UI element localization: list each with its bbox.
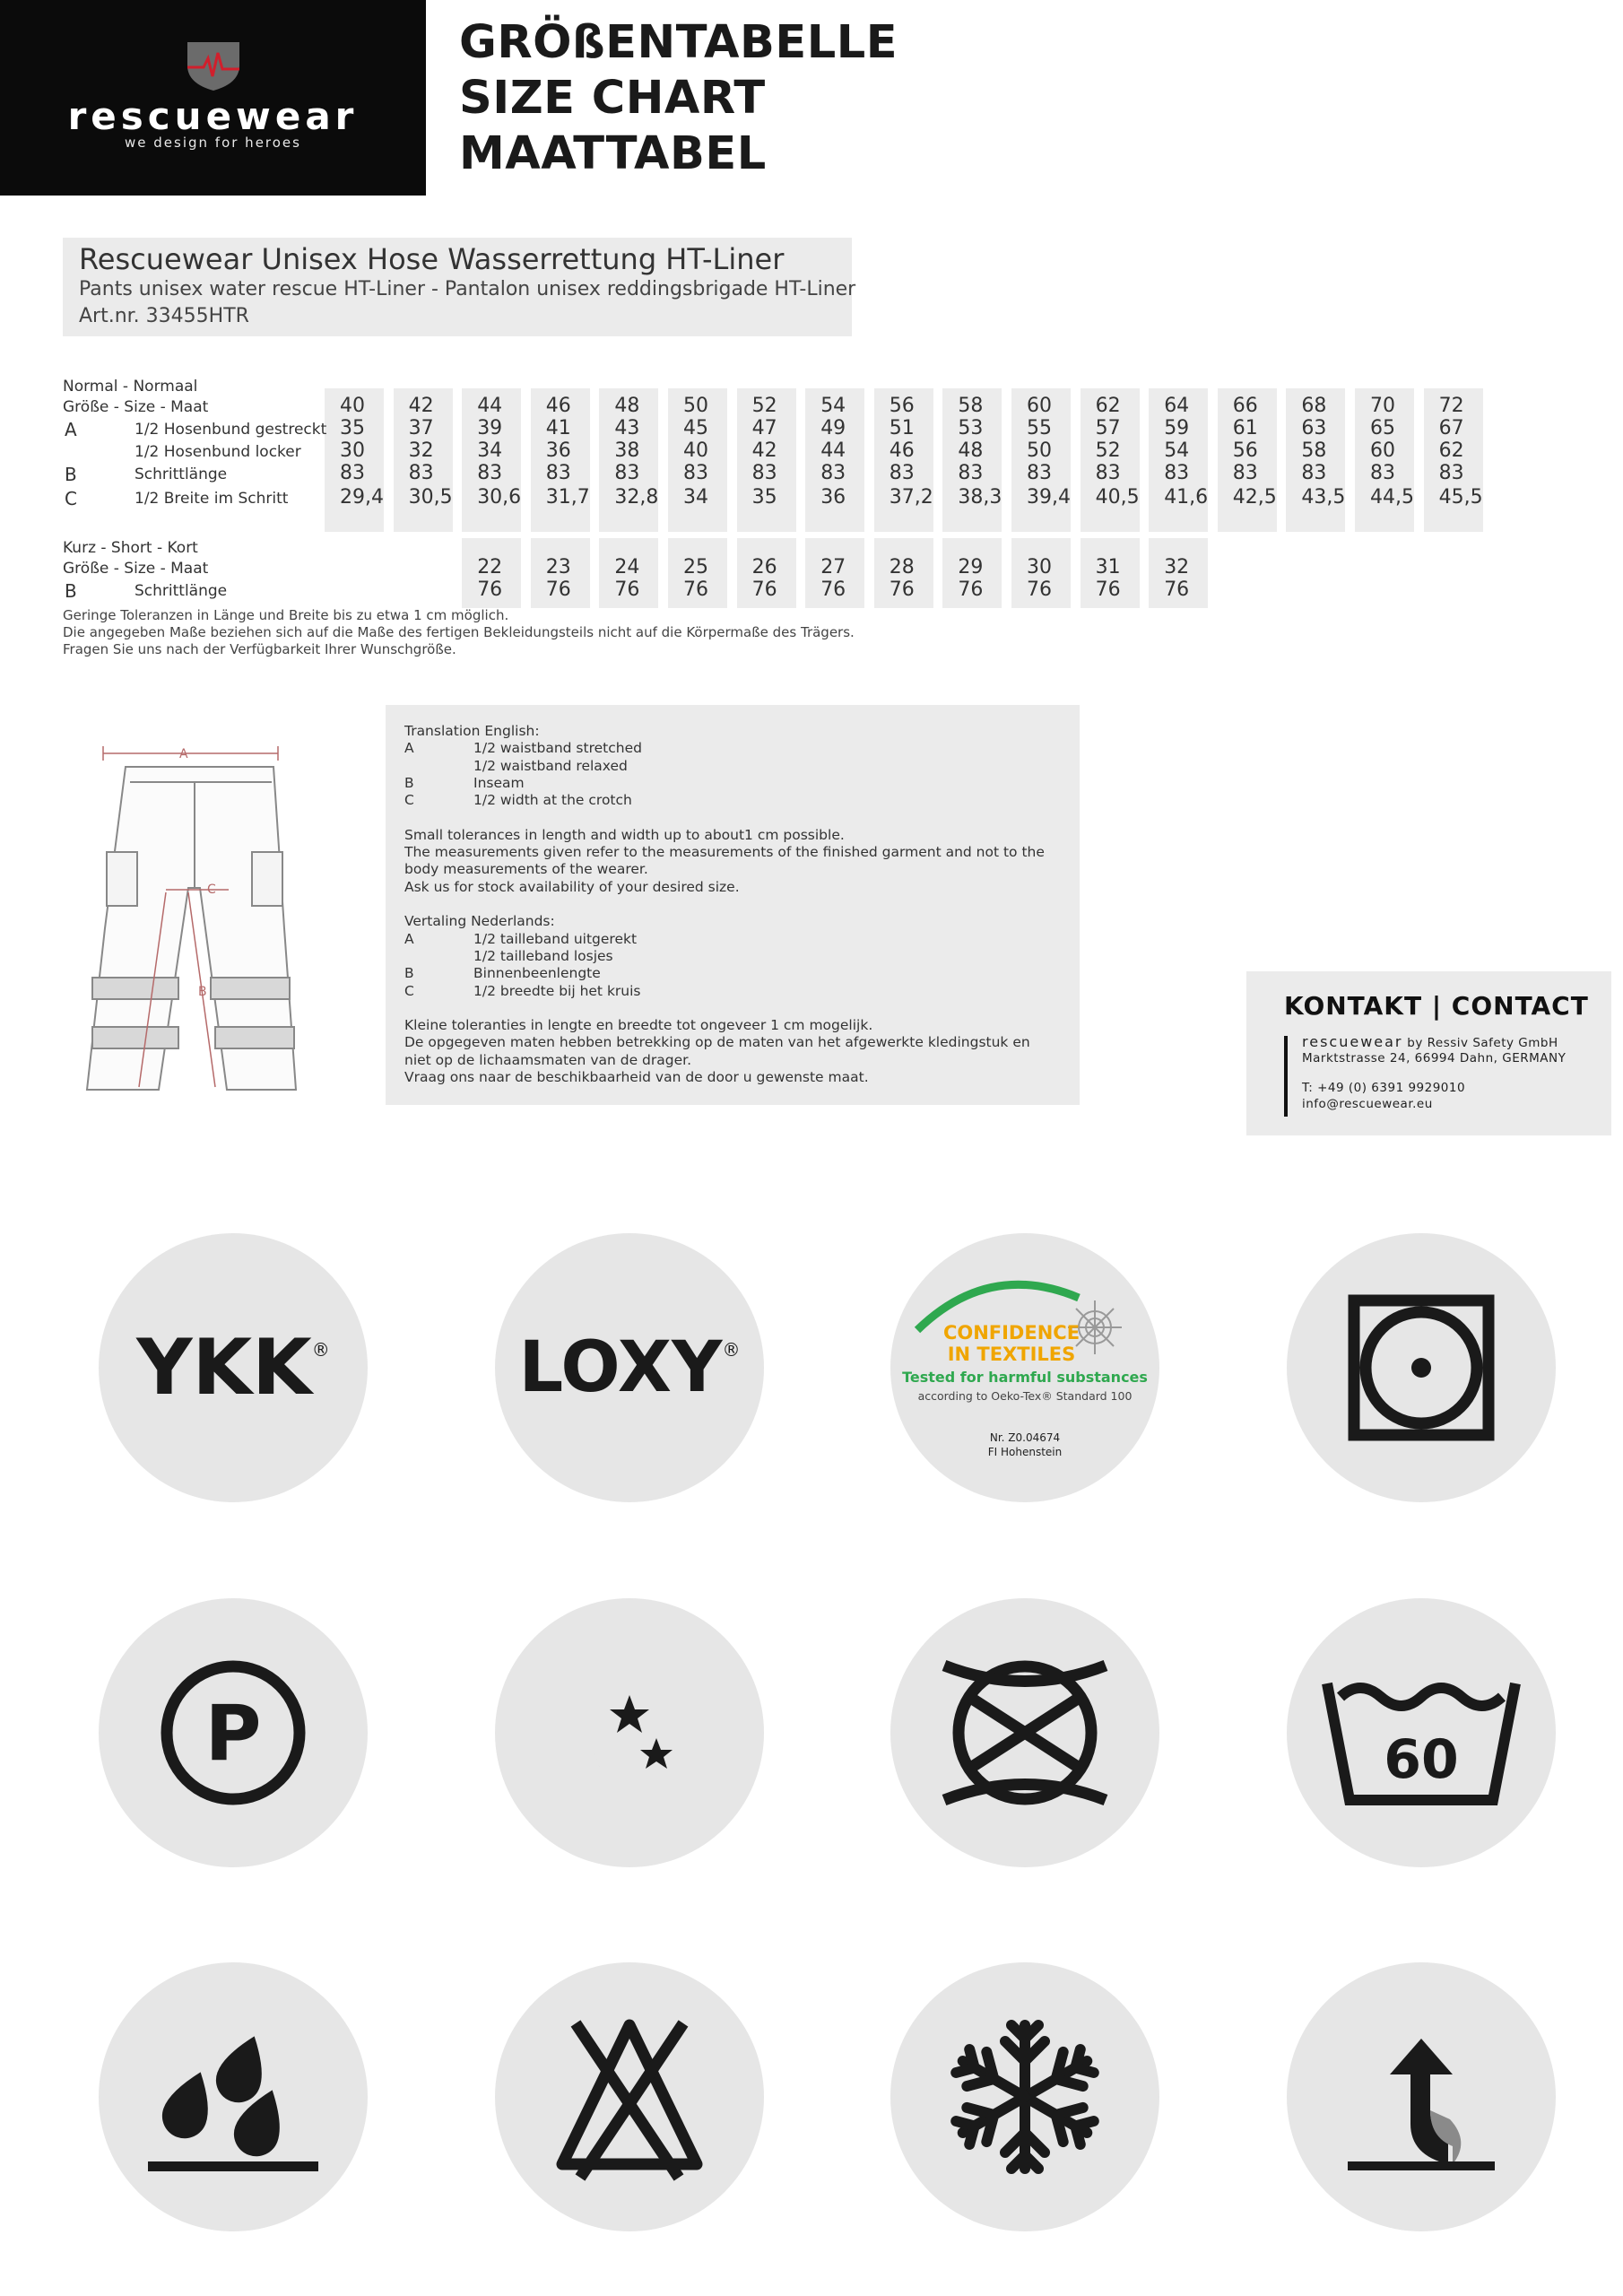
size-cell: 83 bbox=[751, 462, 777, 484]
size-cell: 83 bbox=[1301, 462, 1327, 484]
size-cell: 31 bbox=[1095, 556, 1121, 578]
translation-en-item: 1/2 waistband relaxed bbox=[473, 757, 628, 774]
product-subtitle: Pants unisex water rescue HT-Liner - Pantalon unisex reddingsbrigade HT-Liner bbox=[79, 278, 856, 300]
translation-en-letter: A bbox=[404, 740, 414, 757]
row-label: Größe - Size - Maat bbox=[63, 560, 209, 578]
size-cell: 83 bbox=[1232, 462, 1258, 484]
size-cell: 32,8 bbox=[614, 486, 659, 509]
product-title: Rescuewear Unisex Hose Wasserrettung HT-Liner bbox=[79, 242, 785, 276]
diagram-label-b: B bbox=[198, 985, 207, 999]
oeko-line-2: IN TEXTILES bbox=[947, 1344, 1076, 1365]
size-cell: 49 bbox=[820, 417, 846, 439]
diagram-label-a: A bbox=[179, 747, 188, 761]
translation-nl-note: De opgegeven maten hebben betrekking op de maten van het afgewerkte kledingstuk en bbox=[404, 1034, 1030, 1051]
size-cell: 83 bbox=[477, 462, 503, 484]
breathable-arrow-icon bbox=[1287, 1962, 1556, 2231]
size-cell: 83 bbox=[1438, 462, 1464, 484]
dry-clean-p-icon bbox=[99, 1598, 368, 1867]
contact-title: KONTAKT | CONTACT bbox=[1284, 991, 1589, 1021]
size-cell: 62 bbox=[1095, 395, 1121, 417]
size-cell: 46 bbox=[545, 395, 571, 417]
size-cell: 76 bbox=[614, 578, 640, 601]
size-cell: 31,7 bbox=[545, 486, 590, 509]
translation-en-note: The measurements given refer to the measurements of the finished garment and not to the bbox=[404, 844, 1045, 861]
size-cell: 76 bbox=[889, 578, 915, 601]
size-cell: 76 bbox=[477, 578, 503, 601]
translation-nl-note: Vraag ons naar de beschikbaarheid van de door u gewenste maat. bbox=[404, 1069, 869, 1085]
row-label: Schrittlänge bbox=[135, 465, 228, 483]
size-cell: 47 bbox=[751, 417, 777, 439]
size-cell: 50 bbox=[1027, 439, 1052, 462]
size-cell: 83 bbox=[1164, 462, 1190, 484]
size-cell: 25 bbox=[683, 556, 708, 578]
row-letter: C bbox=[65, 488, 77, 509]
size-cell: 32 bbox=[408, 439, 434, 462]
size-cell: 34 bbox=[683, 486, 708, 509]
size-cell: 48 bbox=[958, 439, 984, 462]
size-cell: 38,3 bbox=[958, 486, 1002, 509]
translation-nl-heading: Vertaling Nederlands: bbox=[404, 913, 555, 930]
size-cell: 30,6 bbox=[477, 486, 522, 509]
row-letter: B bbox=[65, 580, 77, 602]
size-cell: 83 bbox=[614, 462, 640, 484]
oeko-number: Nr. Z0.04674 bbox=[989, 1431, 1061, 1444]
translation-en-letter: C bbox=[404, 792, 414, 809]
size-cell: 83 bbox=[958, 462, 984, 484]
size-cell: 36 bbox=[820, 486, 846, 509]
translation-nl-item: 1/2 breedte bij het kruis bbox=[473, 982, 641, 999]
translation-en-item: Inseam bbox=[473, 774, 525, 791]
row-label: Schrittlänge bbox=[135, 582, 228, 600]
size-cell: 42 bbox=[751, 439, 777, 462]
size-cell: 72 bbox=[1438, 395, 1464, 417]
size-cell: 35 bbox=[751, 486, 777, 509]
size-cell: 44 bbox=[477, 395, 503, 417]
size-cell: 28 bbox=[889, 556, 915, 578]
wash-temperature: 60 bbox=[1384, 1728, 1459, 1791]
size-cell: 58 bbox=[1301, 439, 1327, 462]
size-cell: 60 bbox=[1370, 439, 1395, 462]
size-cell: 30 bbox=[1027, 556, 1052, 578]
size-cell: 42 bbox=[408, 395, 434, 417]
size-cell: 40,5 bbox=[1095, 486, 1140, 509]
size-cell: 76 bbox=[1027, 578, 1052, 601]
size-cell: 54 bbox=[820, 395, 846, 417]
note-line: Geringe Toleranzen in Länge und Breite bis zu etwa 1 cm möglich. bbox=[63, 607, 509, 623]
size-cell: 59 bbox=[1164, 417, 1190, 439]
size-cell: 76 bbox=[1095, 578, 1121, 601]
contact-company-line bbox=[1302, 1033, 1558, 1050]
size-cell: 62 bbox=[1438, 439, 1464, 462]
size-cell: 67 bbox=[1438, 417, 1464, 439]
size-cell: 30,5 bbox=[408, 486, 453, 509]
translation-nl-letter: A bbox=[404, 930, 414, 947]
contact-brand: rescuewear bbox=[1302, 1033, 1403, 1050]
snowflake-cold-icon bbox=[890, 1962, 1159, 2231]
size-cell: 56 bbox=[889, 395, 915, 417]
size-cell: 32 bbox=[1164, 556, 1190, 578]
size-cell: 76 bbox=[751, 578, 777, 601]
iron-low-moon-icon bbox=[495, 1598, 764, 1867]
size-cell: 45,5 bbox=[1438, 486, 1483, 509]
ykk-logo-icon bbox=[99, 1233, 368, 1502]
contact-divider bbox=[1284, 1036, 1288, 1117]
size-cell: 43 bbox=[614, 417, 640, 439]
size-cell: 83 bbox=[1370, 462, 1395, 484]
row-label: 1/2 Breite im Schritt bbox=[135, 490, 289, 508]
row-letter: A bbox=[65, 419, 77, 440]
size-cell: 22 bbox=[477, 556, 503, 578]
size-cell: 29,4 bbox=[340, 486, 384, 509]
size-cell: 43,5 bbox=[1301, 486, 1346, 509]
size-cell: 55 bbox=[1027, 417, 1052, 439]
size-cell: 51 bbox=[889, 417, 915, 439]
size-cell: 35 bbox=[340, 417, 365, 439]
size-cell: 83 bbox=[683, 462, 708, 484]
size-cell: 44 bbox=[820, 439, 846, 462]
size-cell: 83 bbox=[820, 462, 846, 484]
size-cell: 63 bbox=[1301, 417, 1327, 439]
size-cell: 45 bbox=[683, 417, 708, 439]
size-cell: 83 bbox=[1095, 462, 1121, 484]
normal-table-heading: Normal - Normaal bbox=[63, 378, 198, 396]
oeko-tex-logo-icon bbox=[890, 1233, 1159, 1502]
size-cell: 76 bbox=[1164, 578, 1190, 601]
row-label: 1/2 Hosenbund locker bbox=[135, 443, 301, 461]
size-cell: 41 bbox=[545, 417, 571, 439]
wash-60-icon bbox=[1287, 1598, 1556, 1867]
size-cell: 44,5 bbox=[1370, 486, 1414, 509]
size-cell: 83 bbox=[340, 462, 365, 484]
size-cell: 50 bbox=[683, 395, 708, 417]
size-cell: 76 bbox=[545, 578, 571, 601]
size-cell: 83 bbox=[545, 462, 571, 484]
translation-nl-item: 1/2 tailleband uitgerekt bbox=[473, 930, 638, 947]
size-cell: 60 bbox=[1027, 395, 1052, 417]
translation-nl-item: 1/2 tailleband losjes bbox=[473, 947, 613, 964]
translation-nl-letter: B bbox=[404, 965, 414, 982]
waterproof-drops-icon bbox=[99, 1962, 368, 2231]
size-cell: 37 bbox=[408, 417, 434, 439]
size-cell: 48 bbox=[614, 395, 640, 417]
translation-nl-letter: C bbox=[404, 982, 414, 999]
title-en: SIZE CHART bbox=[459, 72, 766, 125]
size-cell: 42,5 bbox=[1232, 486, 1277, 509]
row-letter: B bbox=[65, 464, 77, 485]
oeko-line-4: according to Oeko-Tex® Standard 100 bbox=[917, 1389, 1133, 1403]
translation-en-item: 1/2 width at the crotch bbox=[473, 792, 632, 809]
size-cell: 39,4 bbox=[1027, 486, 1071, 509]
translation-en-item: 1/2 waistband stretched bbox=[473, 740, 642, 757]
diagram-label-c: C bbox=[207, 883, 216, 897]
registered-mark: ® bbox=[722, 1339, 741, 1361]
title-nl: MAATTABEL bbox=[459, 127, 767, 180]
size-cell: 37,2 bbox=[889, 486, 933, 509]
size-cell: 26 bbox=[751, 556, 777, 578]
ykk-wordmark: YKK bbox=[136, 1323, 312, 1413]
short-table-heading: Kurz - Short - Kort bbox=[63, 539, 198, 557]
size-cell: 65 bbox=[1370, 417, 1395, 439]
size-cell: 34 bbox=[477, 439, 503, 462]
size-cell: 40 bbox=[340, 395, 365, 417]
size-cell: 61 bbox=[1232, 417, 1258, 439]
row-label: Größe - Size - Maat bbox=[63, 398, 209, 416]
contact-company: by Ressiv Safety GmbH bbox=[1407, 1036, 1558, 1050]
note-line: Die angegeben Maße beziehen sich auf die Maße des fertigen Bekleidungsteils nicht auf die Körpermaße des Trägers. bbox=[63, 624, 855, 640]
size-cell: 56 bbox=[1232, 439, 1258, 462]
translation-en-note: Ask us for stock availability of your desired size. bbox=[404, 878, 740, 895]
size-cell: 23 bbox=[545, 556, 571, 578]
size-cell: 83 bbox=[889, 462, 915, 484]
size-cell: 46 bbox=[889, 439, 915, 462]
pants-diagram bbox=[76, 735, 309, 1103]
note-line: Fragen Sie uns nach der Verfügbarkeit Ihrer Wunschgröße. bbox=[63, 641, 456, 657]
row-label: 1/2 Hosenbund gestreckt bbox=[135, 421, 327, 439]
translation-nl-item: Binnenbeenlengte bbox=[473, 965, 601, 982]
contact-email[interactable]: info@rescuewear.eu bbox=[1302, 1097, 1433, 1111]
translation-nl-note: Kleine toleranties in lengte en breedte tot ongeveer 1 cm mogelijk. bbox=[404, 1017, 873, 1034]
pulse-shield-icon bbox=[184, 40, 243, 92]
size-cell: 68 bbox=[1301, 395, 1327, 417]
brand-name: rescuewear bbox=[67, 94, 359, 138]
size-cell: 76 bbox=[958, 578, 984, 601]
size-cell: 52 bbox=[751, 395, 777, 417]
size-cell: 83 bbox=[1027, 462, 1052, 484]
size-cell: 76 bbox=[683, 578, 708, 601]
translation-en-note: body measurements of the wearer. bbox=[404, 861, 648, 878]
size-cell: 36 bbox=[545, 439, 571, 462]
contact-phone[interactable]: T: +49 (0) 6391 9929010 bbox=[1302, 1081, 1466, 1095]
size-cell: 52 bbox=[1095, 439, 1121, 462]
oeko-line-3: Tested for harmful substances bbox=[902, 1369, 1148, 1386]
product-article: Art.nr. 33455HTR bbox=[79, 305, 249, 327]
loxy-wordmark: LOXY bbox=[518, 1327, 723, 1408]
size-cell: 27 bbox=[820, 556, 846, 578]
size-cell: 58 bbox=[958, 395, 984, 417]
do-not-bleach-icon bbox=[495, 1962, 764, 2231]
translation-en-note: Small tolerances in length and width up to about1 cm possible. bbox=[404, 826, 845, 843]
size-cell: 39 bbox=[477, 417, 503, 439]
title-de: GRÖßENTABELLE bbox=[459, 16, 898, 69]
brand-tagline: we design for heroes bbox=[125, 135, 301, 151]
size-cell: 24 bbox=[614, 556, 640, 578]
size-cell: 66 bbox=[1232, 395, 1258, 417]
size-cell: 70 bbox=[1370, 395, 1395, 417]
translation-en-heading: Translation English: bbox=[404, 723, 540, 739]
size-cell: 41,6 bbox=[1164, 486, 1209, 509]
size-cell: 54 bbox=[1164, 439, 1190, 462]
do-not-dry-clean-icon bbox=[890, 1598, 1159, 1867]
contact-address: Marktstrasse 24, 66994 Dahn, GERMANY bbox=[1302, 1051, 1567, 1065]
size-cell: 40 bbox=[683, 439, 708, 462]
size-cell: 38 bbox=[614, 439, 640, 462]
translation-en-letter: B bbox=[404, 774, 414, 791]
size-cell: 29 bbox=[958, 556, 984, 578]
registered-mark: ® bbox=[311, 1339, 330, 1361]
size-cell: 53 bbox=[958, 417, 984, 439]
size-cell: 76 bbox=[820, 578, 846, 601]
tumble-dry-icon bbox=[1287, 1233, 1556, 1502]
size-cell: 83 bbox=[408, 462, 434, 484]
size-cell: 64 bbox=[1164, 395, 1190, 417]
oeko-institute: FI Hohenstein bbox=[987, 1446, 1063, 1458]
loxy-logo-icon bbox=[495, 1233, 764, 1502]
size-cell: 30 bbox=[340, 439, 365, 462]
dry-clean-letter: P bbox=[204, 1689, 262, 1779]
oeko-line-1: CONFIDENCE bbox=[942, 1322, 1081, 1344]
size-cell: 57 bbox=[1095, 417, 1121, 439]
translation-nl-note: niet op de lichaamsmaten van de drager. bbox=[404, 1051, 691, 1068]
